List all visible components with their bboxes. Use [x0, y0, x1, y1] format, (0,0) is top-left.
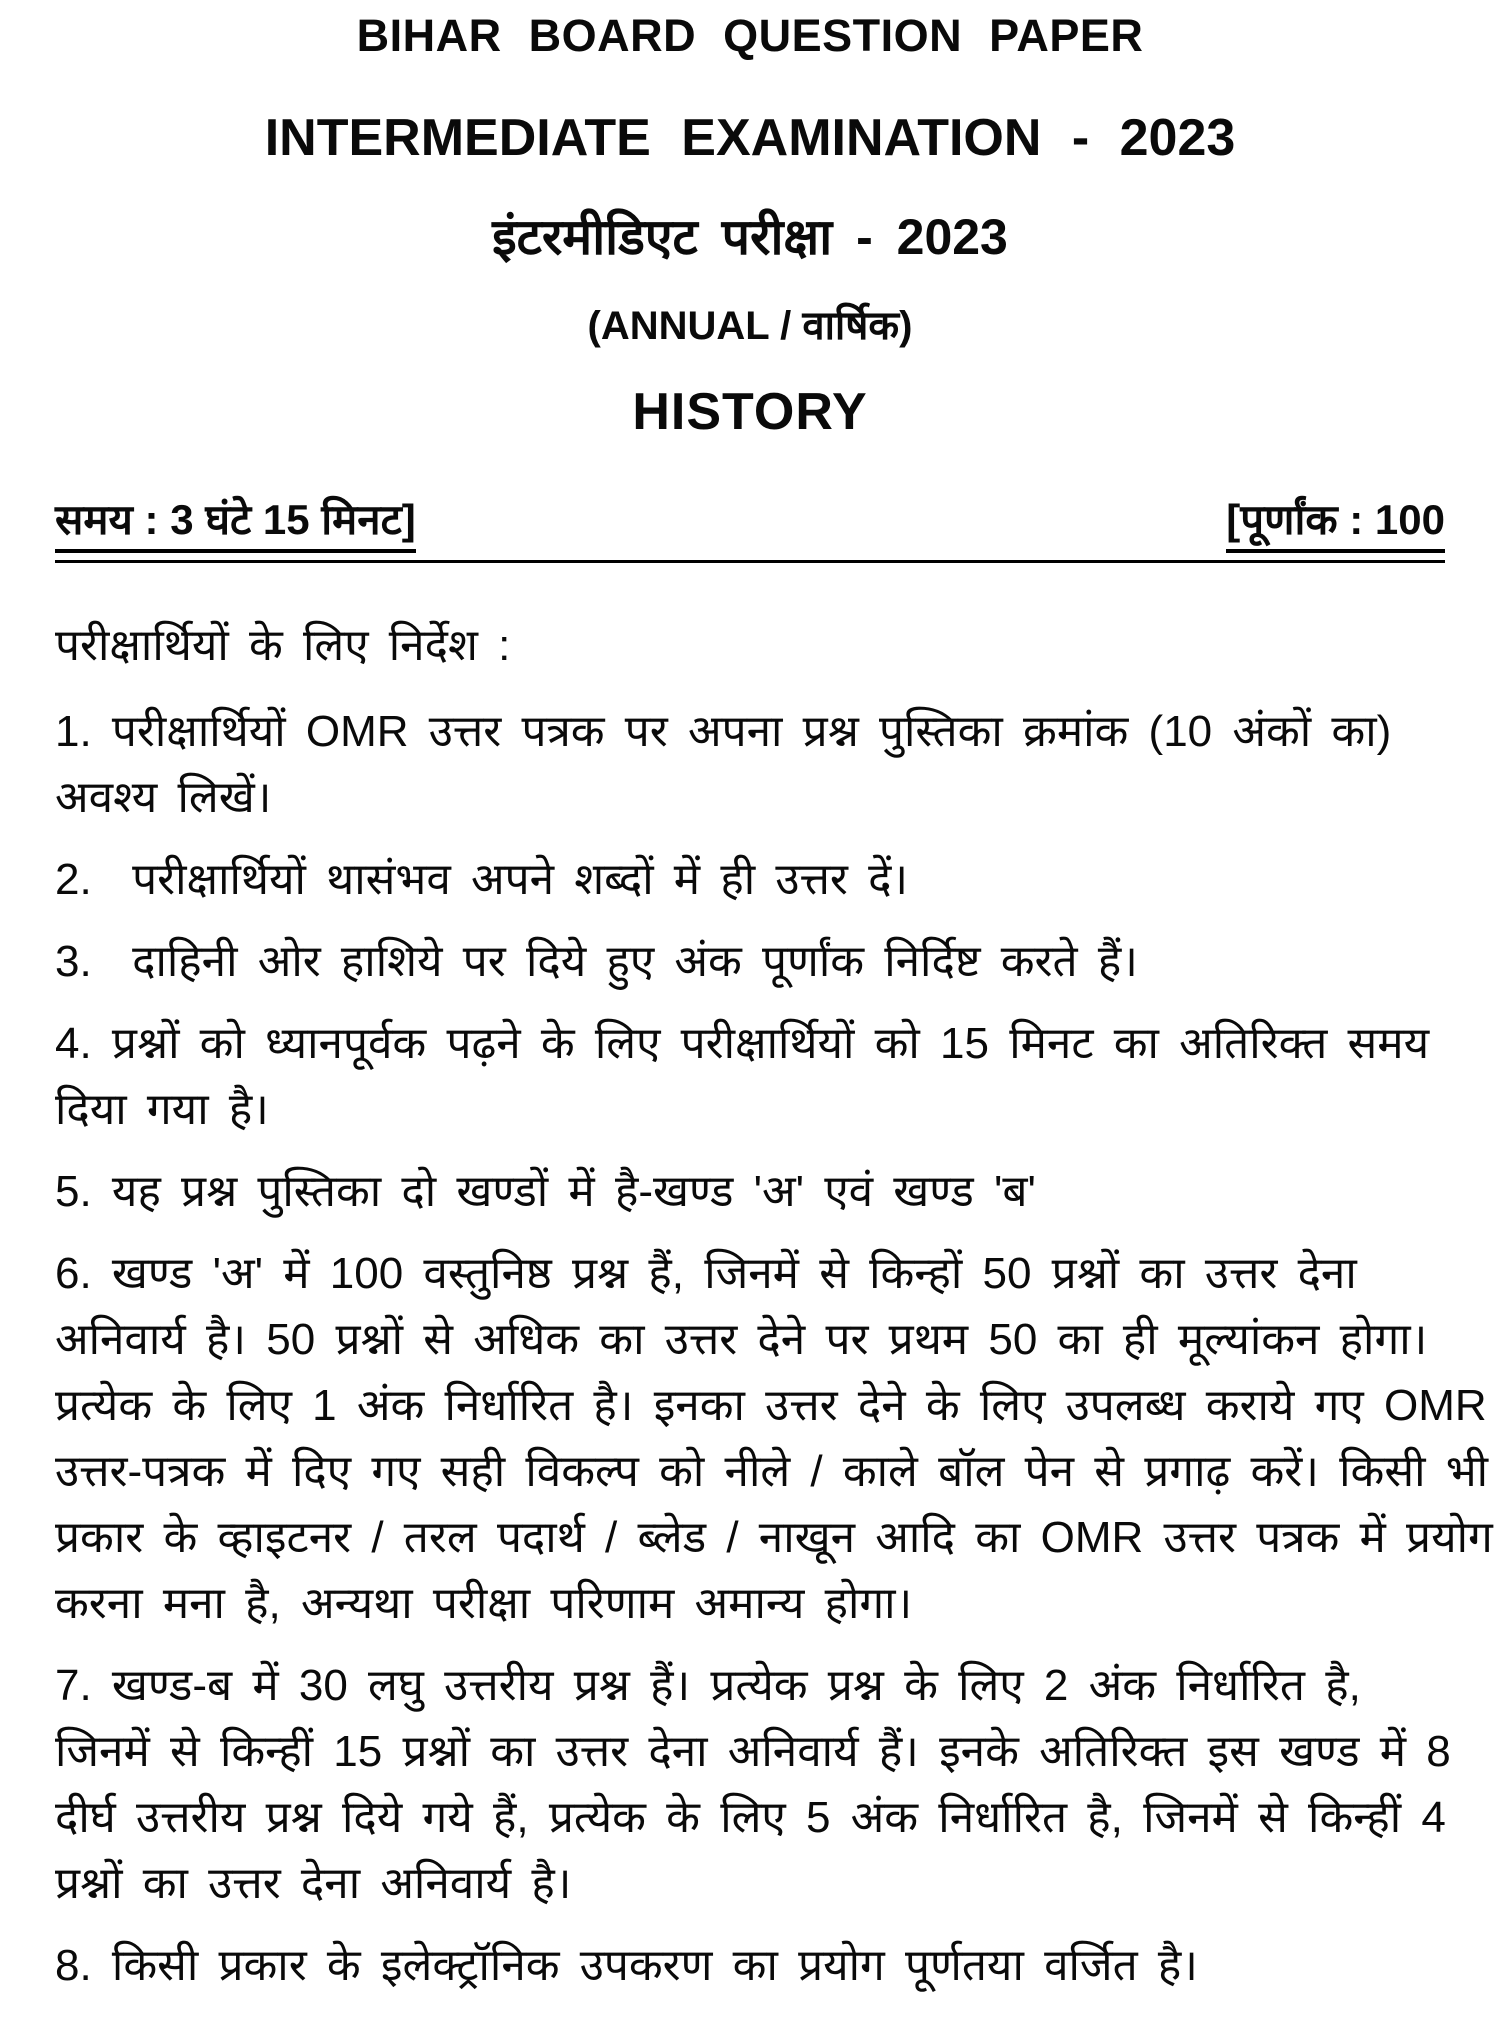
- session-annual-line: (ANNUAL / वार्षिक): [587, 304, 913, 348]
- time-allowed-label: समय : 3 घंटे 15 मिनट]: [55, 494, 416, 553]
- instruction-line: जिनमें से किन्हीं 15 प्रश्नों का उत्तर देना अनिवार्य हैं। इनके अतिरिक्त इस खण्ड में 8: [55, 1727, 1451, 1776]
- instruction-line: दिया गया है।: [55, 1085, 269, 1134]
- full-marks-label: [पूर्णांक : 100: [1226, 494, 1445, 553]
- exam-title-english: INTERMEDIATE EXAMINATION - 2023: [264, 109, 1236, 167]
- instruction-line: 8. किसी प्रकार के इलेक्ट्रॉनिक उपकरण का प्रयोग पूर्णतया वर्जित है।: [55, 1941, 1198, 1990]
- instruction-line: प्रकार के व्हाइटनर / तरल पदार्थ / ब्लेड / नाखून आदि का OMR उत्तर पत्रक में प्रयोग: [55, 1513, 1493, 1562]
- instruction-line: 6. खण्ड 'अ' में 100 वस्तुनिष्ठ प्रश्न हैं, जिनमें से किन्हों 50 प्रश्नों का उत्तर देना: [55, 1249, 1357, 1298]
- instruction-line: प्रत्येक के लिए 1 अंक निर्धारित है। इनका उत्तर देने के लिए उपलब्ध कराये गए OMR: [55, 1381, 1487, 1430]
- time-and-marks-row: [55, 494, 1445, 563]
- instruction-line: 2. परीक्षार्थियों थासंभव अपने शब्दों में ही उत्तर दें।: [55, 855, 909, 904]
- instructions-list: [55, 699, 1493, 1999]
- instruction-item: [55, 929, 1445, 995]
- instruction-line: प्रश्नों का उत्तर देना अनिवार्य है।: [55, 1859, 572, 1908]
- subject-title: HISTORY: [632, 383, 868, 441]
- instruction-line: 7. खण्ड-ब में 30 लघु उत्तरीय प्रश्न हैं। प्रत्येक प्रश्न के लिए 2 अंक निर्धारित है,: [55, 1661, 1361, 1710]
- instruction-line: करना मना है, अन्यथा परीक्षा परिणाम अमान्य होगा।: [55, 1579, 913, 1628]
- instruction-line: दीर्घ उत्तरीय प्रश्न दिये गये हैं, प्रत्येक के लिए 5 अंक निर्धारित है, जिनमें से किन्हीं 4: [55, 1793, 1446, 1842]
- instruction-line: 4. प्रश्नों को ध्यानपूर्वक पढ़ने के लिए परीक्षार्थियों को 15 मिनट का अतिरिक्त समय: [55, 1019, 1430, 1068]
- instruction-line: अनिवार्य है। 50 प्रश्नों से अधिक का उत्तर देने पर प्रथम 50 का ही मूल्यांकन होगा।: [55, 1315, 1428, 1364]
- instructions-section: [55, 613, 1493, 1999]
- instruction-line: अवश्य लिखें।: [55, 773, 272, 822]
- instruction-item: [55, 1933, 1445, 1999]
- instruction-item: [55, 847, 1445, 913]
- instruction-item: [55, 699, 1445, 831]
- instructions-heading: परीक्षार्थियों के लिए निर्देश :: [55, 621, 511, 670]
- board-title: BIHAR BOARD QUESTION PAPER: [356, 10, 1144, 61]
- instruction-line: उत्तर-पत्रक में दिए गए सही विकल्प को नीले / काले बॉल पेन से प्रगाढ़ करें। किसी भी: [55, 1447, 1489, 1496]
- instruction-line: 1. परीक्षार्थियों OMR उत्तर पत्रक पर अपना प्रश्न पुस्तिका क्रमांक (10 अंकों का): [55, 707, 1392, 756]
- instruction-line: 5. यह प्रश्न पुस्तिका दो खण्डों में है-खण्ड 'अ' एवं खण्ड 'ब': [55, 1167, 1036, 1216]
- exam-title-hindi: इंटरमीडिएट परीक्षा - 2023: [492, 209, 1008, 265]
- instruction-item: [55, 1241, 1493, 1637]
- instruction-item: [55, 1011, 1445, 1143]
- instruction-item: [55, 1653, 1451, 1917]
- instruction-item: [55, 1159, 1445, 1225]
- instruction-line: 3. दाहिनी ओर हाशिये पर दिये हुए अंक पूर्णांक निर्दिष्ट करते हैं।: [55, 937, 1138, 986]
